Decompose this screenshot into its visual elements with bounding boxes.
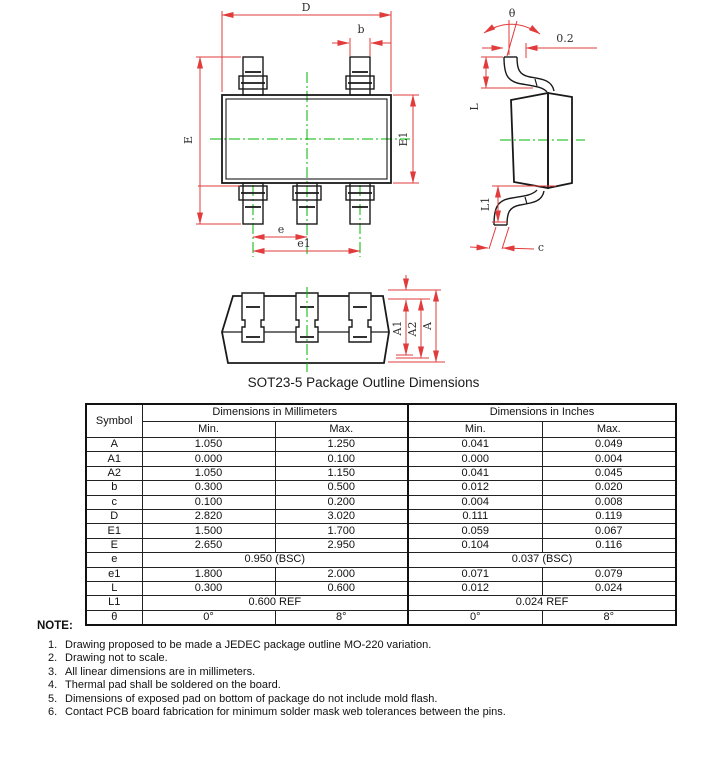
value-cell: 2.650 (142, 538, 275, 552)
bottom-view (222, 275, 445, 372)
value-cell: 8° (542, 610, 676, 625)
header-mm-group: Dimensions in Millimeters (142, 404, 408, 421)
note-text: Contact PCB board fabrication for minimum solder mask web tolerances between the pins. (65, 706, 506, 719)
value-cell: 1.500 (142, 524, 275, 538)
value-cell: 0.004 (408, 495, 542, 509)
dim-label-L1: L1 (479, 196, 492, 212)
value-cell: 0.024 (542, 581, 676, 595)
header-symbol: Symbol (86, 404, 142, 438)
side-top-lead (504, 57, 554, 92)
symbol-cell: e (86, 553, 142, 567)
bottom-view-body (222, 293, 389, 363)
value-cell: 0.300 (142, 581, 275, 595)
table-row (86, 452, 676, 466)
dim-label-e: e (277, 223, 285, 236)
table-row (86, 466, 676, 480)
value-cell: 3.020 (275, 509, 408, 523)
dimension-table-body (86, 438, 676, 626)
dim-label-A2: A2 (406, 321, 419, 337)
notes-list (37, 639, 697, 719)
note-text: All linear dimensions are in millimeters. (65, 665, 256, 678)
note-number: 1. (48, 639, 58, 651)
bottom-view-lead-3 (349, 293, 371, 342)
value-cell: 1.250 (275, 438, 408, 452)
notes-section (37, 620, 697, 719)
table-row (86, 553, 676, 567)
value-cell: 1.800 (142, 567, 275, 581)
dim-label-E1: E1 (397, 131, 410, 147)
header-inch-max: Max. (542, 421, 676, 438)
dim-label-L: L (468, 103, 481, 111)
value-cell: 0.024 REF (408, 596, 676, 610)
value-cell: 0° (408, 610, 542, 625)
value-cell: 0.100 (275, 452, 408, 466)
note-item (37, 666, 697, 679)
note-item (37, 693, 697, 706)
top-view-labels (182, 1, 410, 250)
value-cell: 2.000 (275, 567, 408, 581)
table-row (86, 438, 676, 452)
side-view (468, 7, 597, 254)
bottom-view-dimensions (388, 275, 445, 362)
value-cell: 0.000 (408, 452, 542, 466)
table-row (86, 596, 676, 610)
value-cell: 0.041 (408, 466, 542, 480)
value-cell: 1.050 (142, 466, 275, 480)
note-text: Thermal pad shall be soldered on the board. (65, 679, 281, 692)
note-number: 2. (48, 652, 58, 665)
dim-label-D: D (301, 1, 311, 14)
top-lead-1 (239, 57, 267, 95)
value-cell: 0.079 (542, 567, 676, 581)
value-cell: 0.012 (408, 481, 542, 495)
header-mm-max: Max. (275, 421, 408, 438)
symbol-cell: c (86, 495, 142, 509)
symbol-cell: E1 (86, 524, 142, 538)
value-cell: 0.116 (542, 538, 676, 552)
value-cell: 0.100 (142, 495, 275, 509)
dim-label-b: b (357, 23, 365, 36)
top-lead-2 (346, 57, 374, 95)
value-cell: 0.200 (275, 495, 408, 509)
table-row (86, 495, 676, 509)
value-cell: 0.041 (408, 438, 542, 452)
note-item (37, 652, 697, 665)
value-cell: 0.004 (542, 452, 676, 466)
value-cell: 0.049 (542, 438, 676, 452)
value-cell: 0.500 (275, 481, 408, 495)
value-cell: 8° (275, 610, 408, 625)
value-cell: 1.050 (142, 438, 275, 452)
bottom-view-labels (391, 321, 434, 338)
dim-label-e1: e1 (297, 237, 311, 250)
symbol-cell: L (86, 581, 142, 595)
note-item (37, 639, 697, 652)
dimension-table-header (86, 404, 676, 438)
value-cell: 1.150 (275, 466, 408, 480)
value-cell: 0.300 (142, 481, 275, 495)
value-cell: 0.020 (542, 481, 676, 495)
value-cell: 0.111 (408, 509, 542, 523)
note-text: Drawing proposed to be made a JEDEC package outline MO-220 variation. (65, 639, 432, 651)
value-cell: 0° (142, 610, 275, 625)
table-row (86, 538, 676, 552)
dim-label-A: A (421, 322, 434, 330)
symbol-cell: e1 (86, 567, 142, 581)
table-row (86, 581, 676, 595)
table-row (86, 481, 676, 495)
value-cell: 0.008 (542, 495, 676, 509)
side-view-body (494, 57, 572, 225)
symbol-cell: A (86, 438, 142, 452)
header-inch-min: Min. (408, 421, 542, 438)
value-cell: 0.600 REF (142, 596, 408, 610)
note-text: Drawing not to scale. (65, 652, 168, 665)
dimension-table (85, 403, 677, 626)
symbol-cell: b (86, 481, 142, 495)
dim-label-A1: A1 (391, 320, 404, 336)
notes-heading: NOTE: (37, 620, 73, 632)
value-cell: 2.950 (275, 538, 408, 552)
note-item (37, 706, 697, 719)
value-cell: 0.071 (408, 567, 542, 581)
value-cell: 0.045 (542, 466, 676, 480)
value-cell: 1.700 (275, 524, 408, 538)
bottom-view-lead-1 (242, 293, 264, 342)
package-outline-drawing (0, 0, 727, 372)
note-number: 4. (48, 679, 58, 692)
note-text: Dimensions of exposed pad on bottom of package do not include mold flash. (65, 692, 438, 705)
top-view-centerlines (210, 72, 410, 257)
table-row (86, 567, 676, 581)
dim-label-offset: 0.2 (556, 32, 574, 45)
value-cell: 0.950 (BSC) (142, 553, 408, 567)
note-number: 3. (48, 665, 58, 678)
note-number: 6. (48, 706, 58, 719)
dim-label-c: c (537, 241, 545, 254)
value-cell: 0.119 (542, 509, 676, 523)
symbol-cell: L1 (86, 596, 142, 610)
side-view-labels (468, 7, 574, 254)
header-inch-group: Dimensions in Inches (408, 404, 676, 421)
note-item (37, 679, 697, 692)
value-cell: 0.037 (BSC) (408, 553, 676, 567)
symbol-cell: θ (86, 610, 142, 625)
table-row (86, 524, 676, 538)
symbol-cell: A2 (86, 466, 142, 480)
value-cell: 0.059 (408, 524, 542, 538)
value-cell: 0.012 (408, 581, 542, 595)
value-cell: 0.000 (142, 452, 275, 466)
dim-label-E: E (182, 135, 195, 145)
dim-label-theta: θ (508, 7, 516, 20)
value-cell: 0.067 (542, 524, 676, 538)
value-cell: 0.104 (408, 538, 542, 552)
header-mm-min: Min. (142, 421, 275, 438)
top-view (182, 1, 419, 257)
symbol-cell: A1 (86, 452, 142, 466)
side-bottom-lead (494, 190, 544, 225)
side-view-dimensions (470, 20, 597, 249)
symbol-cell: D (86, 509, 142, 523)
table-row (86, 509, 676, 523)
value-cell: 2.820 (142, 509, 275, 523)
drawing-caption: SOT23-5 Package Outline Dimensions (247, 375, 480, 390)
symbol-cell: E (86, 538, 142, 552)
value-cell: 0.600 (275, 581, 408, 595)
note-number: 5. (48, 692, 58, 705)
